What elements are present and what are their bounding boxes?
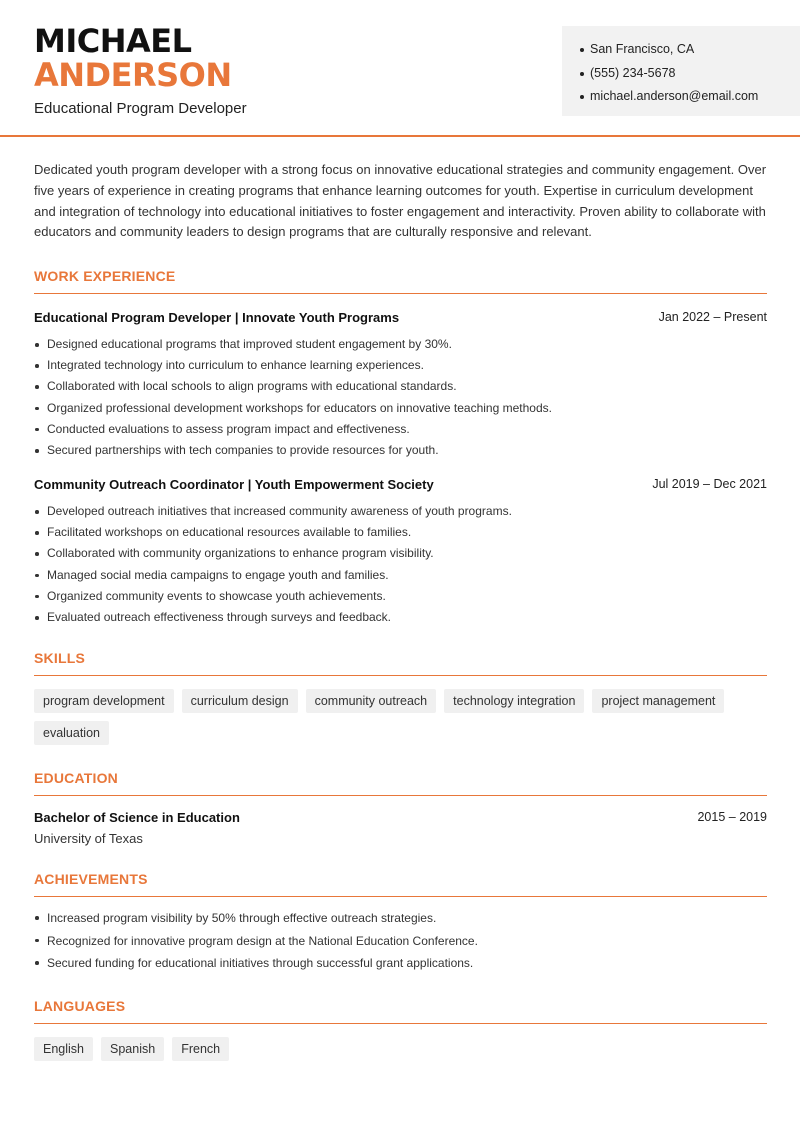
languages-list (34, 1037, 734, 1061)
skills-section (34, 650, 767, 745)
list-item: Designed educational programs that improved student engagement by 30%. (34, 334, 767, 355)
list-item: Increased program visibility by 50% through effective outreach strategies. (34, 907, 767, 930)
list-item: Conducted evaluations to assess program impact and effectiveness. (34, 419, 767, 440)
job-dates: Jul 2019 – Dec 2021 (652, 477, 767, 491)
language-tag: French (172, 1037, 229, 1061)
list-item: Recognized for innovative program design at the National Education Conference. (34, 930, 767, 953)
summary-text: Dedicated youth program developer with a strong focus on innovative educational strategies and community engagement. Over five years of experience in creating programs that enhance learning outcomes for youth. Expertise in curriculum development and integration of technology into educational initiatives to foster engagement and interactivity. Proven ability to collaborate with educators and community leaders to design programs that are culturally responsive and relevant. (34, 162, 767, 240)
first-name: MICHAEL (34, 22, 192, 60)
skill-tag: program development (34, 689, 174, 713)
contact-box (562, 26, 800, 116)
list-item: Collaborated with local schools to align programs with educational standards. (34, 376, 767, 397)
language-tag: Spanish (101, 1037, 164, 1061)
contact-phone: (555) 234-5678 (580, 62, 800, 86)
list-item: Developed outreach initiatives that increased community awareness of youth programs. (34, 501, 767, 522)
last-name: ANDERSON (34, 56, 232, 94)
job-entry (34, 477, 767, 628)
job-entry (34, 310, 767, 461)
language-tag: English (34, 1037, 93, 1061)
list-item: Evaluated outreach effectiveness through surveys and feedback. (34, 607, 767, 628)
job-dates: Jan 2022 – Present (658, 310, 767, 324)
achievements-section (34, 871, 767, 975)
list-item: Organized community events to showcase youth achievements. (34, 586, 767, 607)
skill-tag: project management (592, 689, 724, 713)
section-heading-languages: LANGUAGES (34, 998, 767, 1024)
list-item: Integrated technology into curriculum to enhance learning experiences. (34, 355, 767, 376)
section-heading-achievements: ACHIEVEMENTS (34, 871, 767, 897)
section-heading-skills: SKILLS (34, 650, 767, 676)
skill-tag: technology integration (444, 689, 584, 713)
headline-title: Educational Program Developer (34, 100, 247, 117)
job-role: Educational Program Developer | Innovate Youth Programs (34, 310, 400, 325)
work-experience-section (34, 268, 767, 294)
resume-body (34, 160, 767, 1056)
skills-list (34, 689, 734, 745)
resume-header (0, 0, 800, 137)
languages-section (34, 998, 767, 1061)
school-name: University of Texas (34, 831, 143, 846)
section-heading-education: EDUCATION (34, 770, 767, 796)
education-section (34, 770, 767, 846)
skill-tag: evaluation (34, 721, 109, 745)
contact-location: San Francisco, CA (580, 38, 800, 62)
list-item: Facilitated workshops on educational resources available to families. (34, 522, 767, 543)
list-item: Secured funding for educational initiatives through successful grant applications. (34, 952, 767, 975)
list-item: Organized professional development workshops for educators on innovative teaching methods. (34, 398, 767, 419)
job-role: Community Outreach Coordinator | Youth Empowerment Society (34, 477, 434, 492)
section-heading-work: WORK EXPERIENCE (34, 268, 767, 294)
skill-tag: community outreach (306, 689, 437, 713)
candidate-name (34, 24, 232, 92)
list-item: Collaborated with community organizations to enhance program visibility. (34, 543, 767, 564)
education-dates: 2015 – 2019 (697, 810, 767, 824)
contact-email: michael.anderson@email.com (580, 85, 800, 109)
degree: Bachelor of Science in Education (34, 810, 240, 825)
skill-tag: curriculum design (182, 689, 298, 713)
list-item: Secured partnerships with tech companies to provide resources for youth. (34, 440, 767, 461)
list-item: Managed social media campaigns to engage youth and families. (34, 565, 767, 586)
